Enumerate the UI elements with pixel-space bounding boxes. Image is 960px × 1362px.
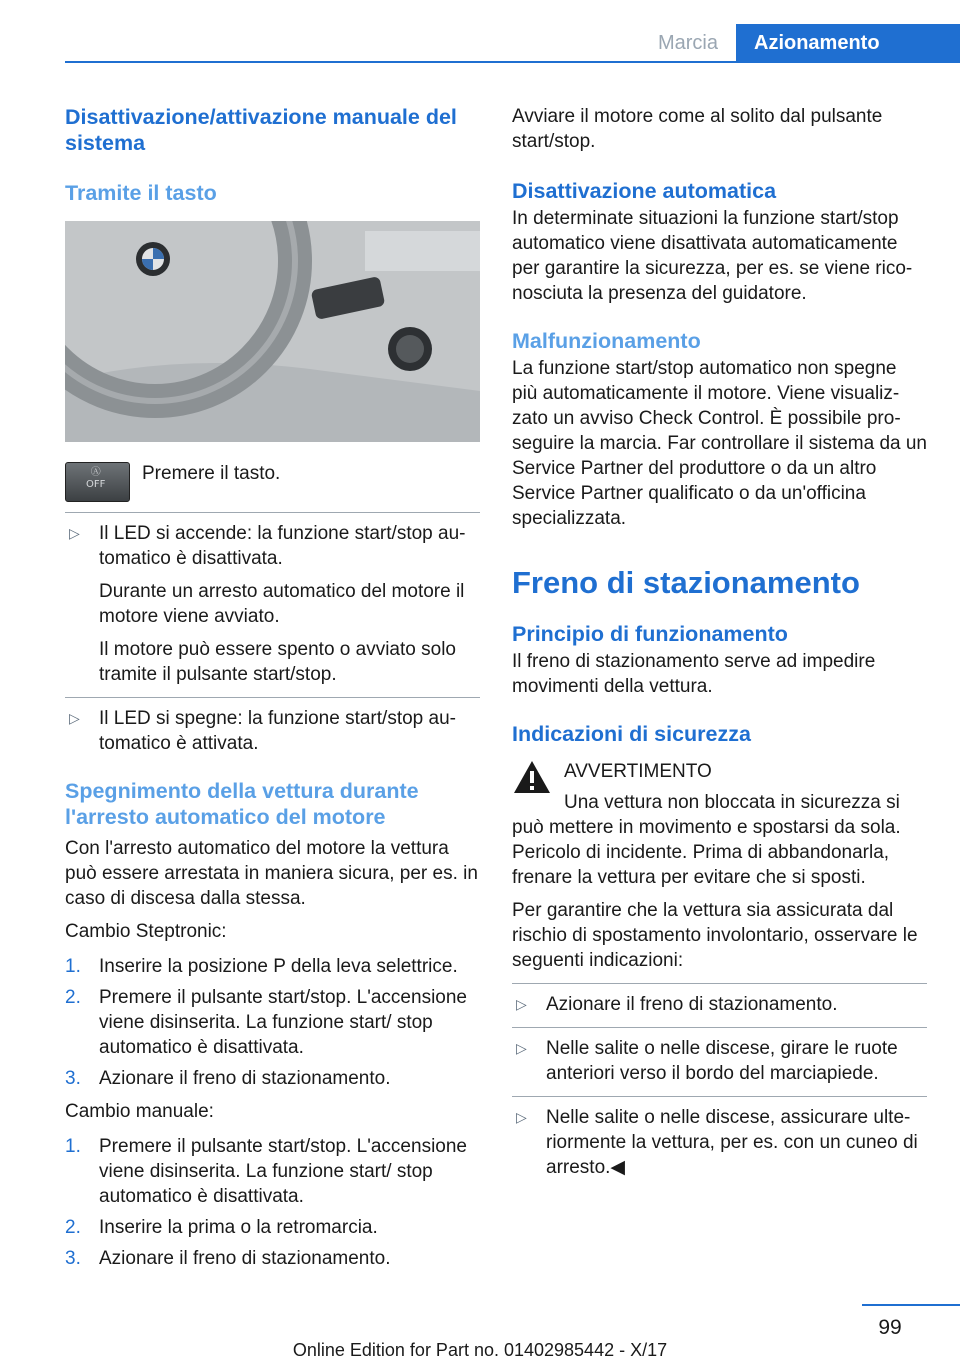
heading-parking-brake: Freno di stazionamento [512, 565, 860, 600]
label-manual-gearbox: Cambio manuale: [65, 1101, 214, 1122]
header-chapter: Azionamento [736, 24, 960, 62]
warning-title: AVVERTIMENTO [564, 761, 712, 782]
list-item [65, 1215, 480, 1240]
header-section: Marcia [657, 32, 718, 54]
list-item [512, 1105, 927, 1180]
divider [512, 983, 927, 984]
divider [512, 1096, 927, 1097]
step-text: Premere il pulsante start/stop. L'accensione viene disinserita. La funzione start/ stop automatico è disattivata. [99, 1136, 467, 1207]
list-item [65, 1134, 480, 1209]
step-text: Azionare il freno di stazionamento. [99, 1248, 391, 1269]
list-item-text: Nelle salite o nelle discese, girare le ruote anteriori verso il bordo del marciapiede. [546, 1038, 898, 1084]
step-text: Premere il pulsante start/stop. L'accensione viene disinserita. La funzione start/ stop automatico è disattivata. [99, 987, 467, 1058]
step-number: 1. [65, 956, 81, 977]
list-item [65, 521, 480, 687]
list-item-text: Il LED si accende: la funzione start/stop automatico è disattivata. [99, 523, 466, 569]
triangle-bullet-icon: ▷ [516, 996, 527, 1012]
edition-note: Online Edition for Part no. 01402985442 - X/17 [292, 1340, 668, 1360]
step-number: 1. [65, 1136, 81, 1157]
triangle-bullet-icon: ▷ [69, 710, 80, 726]
button-instruction [65, 462, 480, 502]
button-caption: Premere il tasto. [142, 463, 281, 484]
heading-malfunction: Malfunzionamento [512, 329, 701, 353]
list-item [512, 992, 927, 1017]
footer-rule [862, 1304, 960, 1306]
list-item [65, 985, 480, 1060]
label-steptronic: Cambio Steptronic: [65, 921, 227, 942]
step-number: 2. [65, 987, 81, 1008]
paragraph-auto-deactivation: In determinate situazioni la funzione start/stop automatico viene disattivata automaticamente per garantire la sicurezza, per es. se viene riconosciuta la presenza del guidatore. [512, 208, 913, 304]
heading-shutdown-during-auto-stop: Spegnimento della vettura durante l'arresto automatico del motore [65, 779, 419, 829]
step-number: 3. [65, 1248, 81, 1269]
list-item [65, 1066, 480, 1091]
divider [65, 697, 480, 698]
paragraph-precautions: Per garantire che la vettura sia assicurata dal rischio di spostamento involontario, osservare le seguenti indicazioni: [512, 900, 918, 971]
warning-text: può mettere in movimento e spostarsi da sola. Pericolo di incidente. Prima di abbandonarla, frenare la vettura per evitare che si sposti. [512, 817, 901, 888]
list-item [65, 706, 480, 756]
paragraph-shutdown: Con l'arresto automatico del motore la vettura può essere arrestata in maniera sicura, per es. in caso di discesa dalla stessa. [65, 838, 478, 909]
step-text: Azionare il freno di stazionamento. [99, 1068, 391, 1089]
warning-block [512, 759, 927, 815]
heading-safety: Indicazioni di sicurezza [512, 722, 751, 746]
warning-text-first: Una vettura non bloccata in sicurezza si [564, 792, 900, 813]
list-item-note: Il motore può essere spento o avviato solo tramite il pulsante start/stop. [99, 639, 456, 685]
step-text: Inserire la prima o la retromarcia. [99, 1217, 378, 1238]
step-number: 3. [65, 1068, 81, 1089]
list-item-text: Il LED si spegne: la funzione start/stop automatico è attivata. [99, 708, 456, 754]
divider [512, 1027, 927, 1028]
list-item-text: Nelle salite o nelle discese, assicurare ulteriormente la vettura, per es. con un cuneo di arresto.◀ [546, 1107, 918, 1178]
page-number: 99 [878, 1316, 902, 1339]
heading-manual-deactivation: Disattivazione/attivazione manuale del sistema [65, 105, 457, 155]
left-column [65, 104, 480, 1271]
list-item-note: Durante un arresto automatico del motore il motore viene avviato. [99, 581, 465, 627]
heading-auto-deactivation: Disattivazione automatica [512, 179, 777, 203]
list-item [512, 1036, 927, 1086]
step-number: 2. [65, 1217, 81, 1238]
paragraph-principle: Il freno di stazionamento serve ad impedire movimenti della vettura. [512, 651, 876, 697]
right-column [512, 104, 927, 1180]
heading-principle: Principio di funzionamento [512, 622, 788, 646]
step-text: Inserire la posizione P della leva selettrice. [99, 956, 458, 977]
heading-via-button: Tramite il tasto [65, 181, 217, 205]
divider [65, 512, 480, 513]
triangle-bullet-icon: ▷ [516, 1040, 527, 1056]
auto-start-stop-off-button-icon: Ⓐ OFF [65, 462, 130, 502]
list-item [65, 1246, 480, 1271]
list-item [65, 954, 480, 979]
triangle-bullet-icon: ▷ [69, 525, 80, 541]
warning-triangle-icon [512, 759, 552, 795]
list-item-text: Azionare il freno di stazionamento. [546, 994, 838, 1015]
triangle-bullet-icon: ▷ [516, 1109, 527, 1125]
paragraph-malfunction: La funzione start/stop automatico non spegne più automaticamente il motore. Viene visualizzato un avviso Check Control. È possibile proseguire la marcia. Far controllare il sistema da un Service Partner del produttore o da un altro Service Partner qualificato o da un'officina specializzata. [512, 358, 928, 529]
paragraph-start-engine: Avviare il motore come al solito dal pulsante start/stop. [512, 106, 883, 152]
steering-wheel-photo [65, 221, 480, 442]
